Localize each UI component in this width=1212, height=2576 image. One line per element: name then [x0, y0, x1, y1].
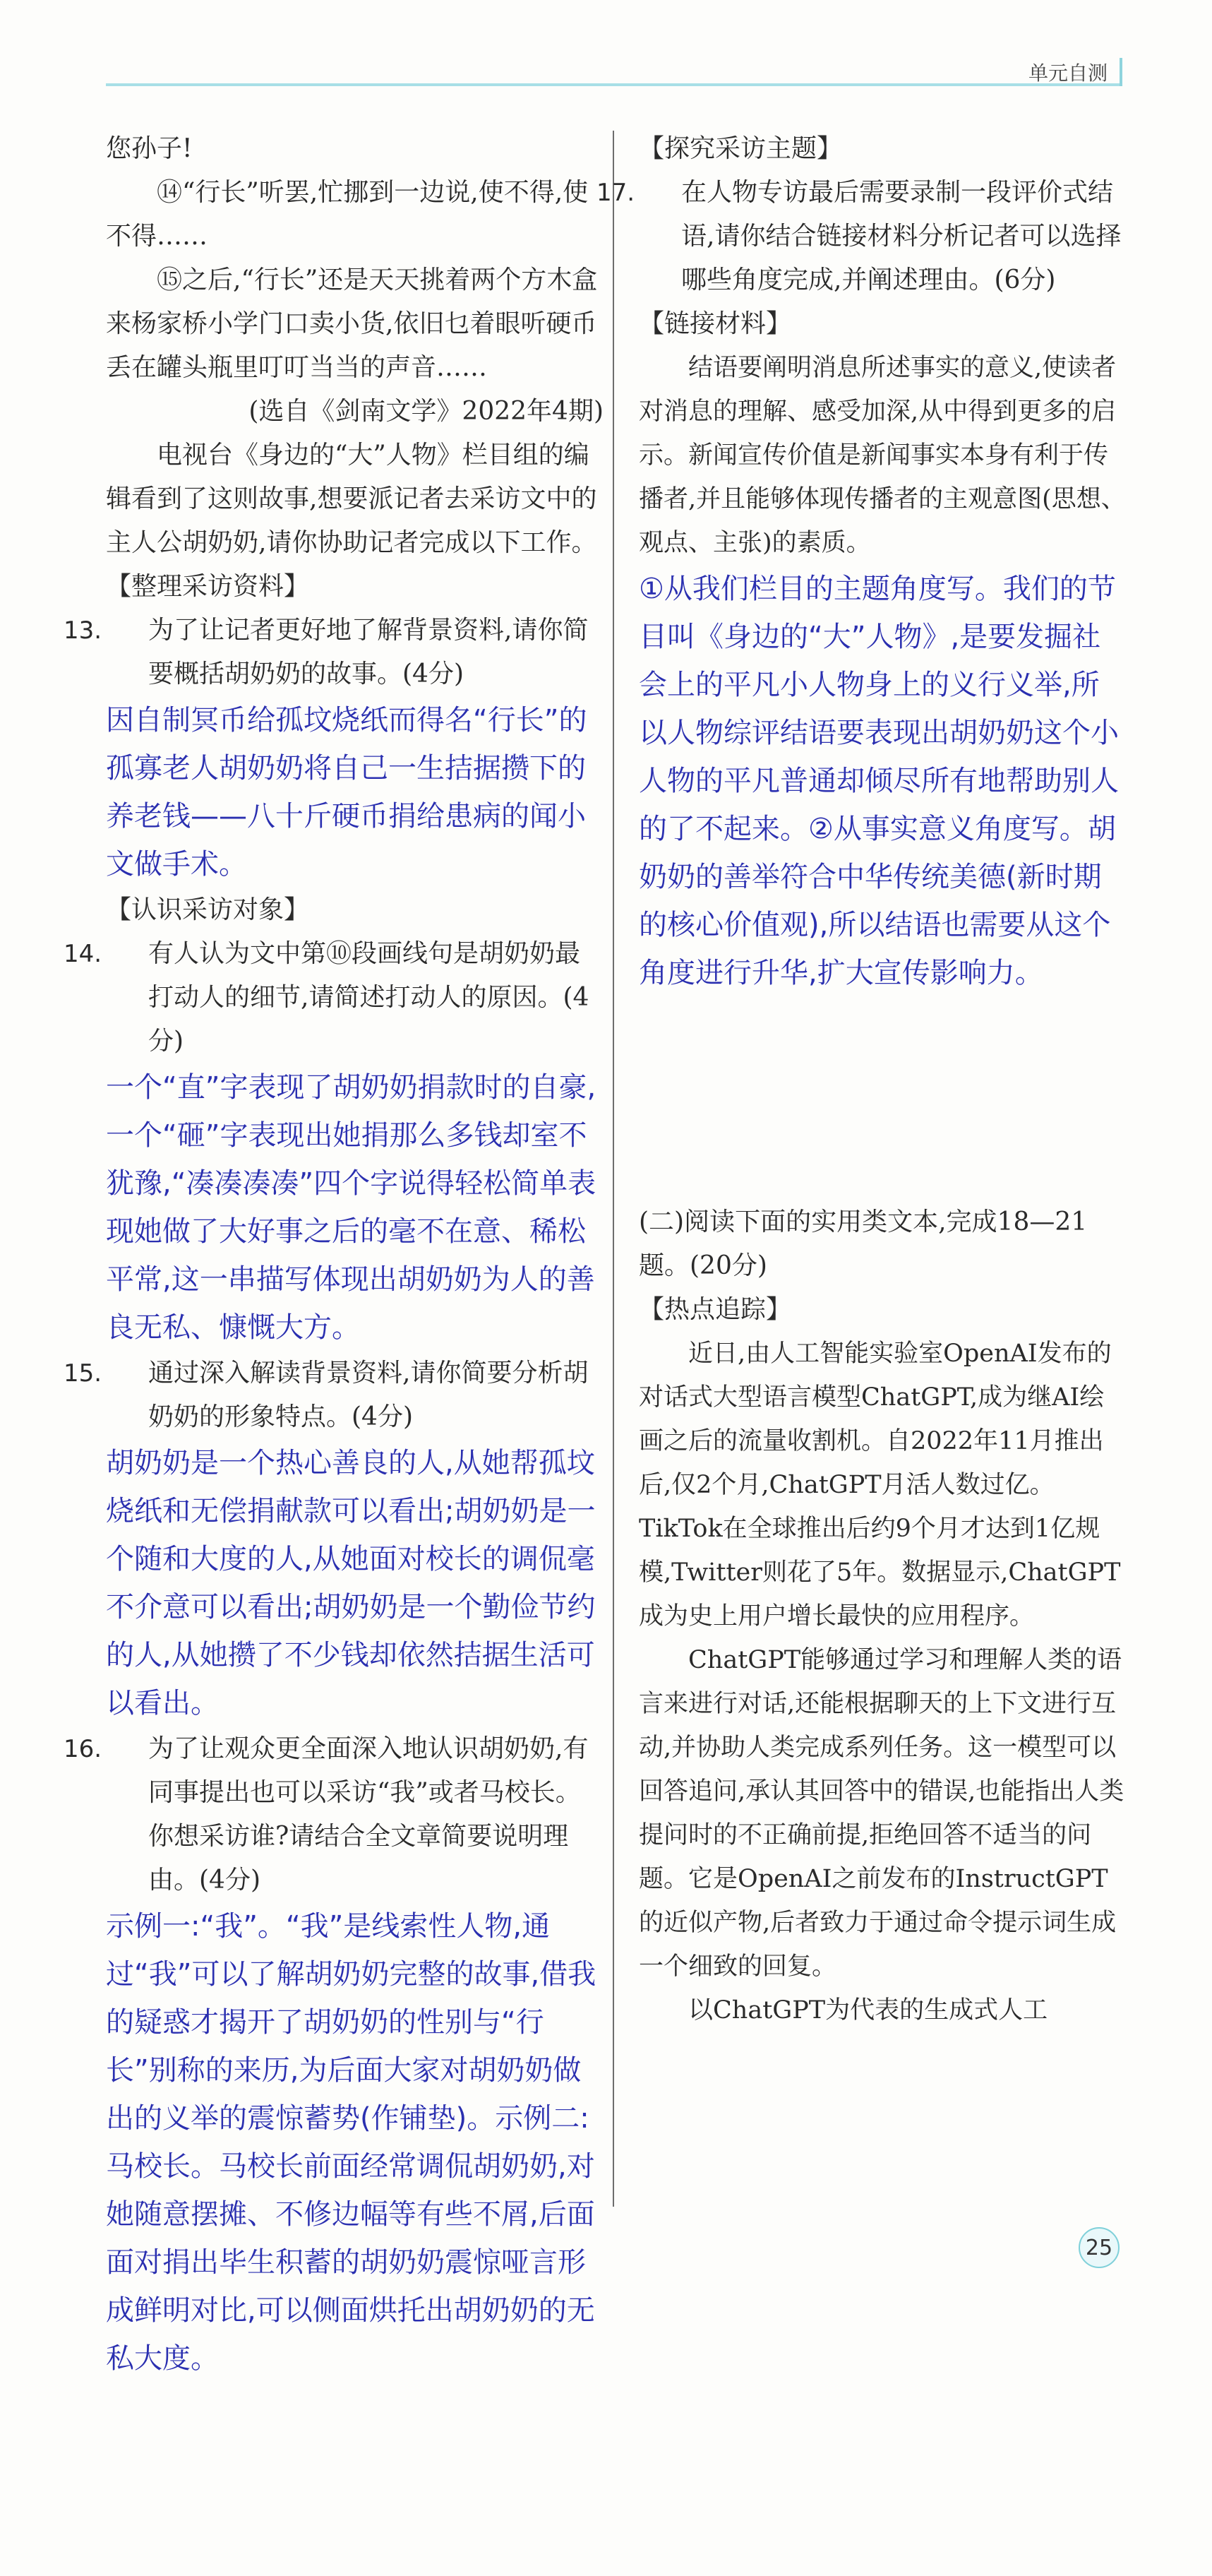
task-description: 电视台《身边的“大”人物》栏目组的编辑看到了这则故事,想要派记者去采访文中的主人公胡奶奶,请你协助记者完成以下工作。 — [106, 441, 597, 557]
page-number: 25 — [1079, 2227, 1120, 2268]
question-number: 13. — [64, 616, 102, 645]
right-column-part2 — [639, 1200, 1126, 2032]
column-divider — [613, 131, 614, 2207]
link-material-text: 结语要阐明消息所述事实的意义,使读者对消息的理解、感受加深,从中得到更多的启示。新闻宣传价值是新闻事实本身有利于传播者,并且能够体现传播者的主观意图(思想、观点、主张)的素质。 — [639, 354, 1126, 557]
section-know-subject: 【认识采访对象】 — [106, 895, 310, 924]
question-number: 15. — [64, 1359, 102, 1388]
intro-line-2: ⑭“行长”听罢,忙挪到一边说,使不得,使不得…… — [106, 178, 589, 251]
intro-line-3: ⑮之后,“行长”还是天天挑着两个方木盒来杨家桥小学门口卖小货,依旧乜着眼听硬币丢在罐头瓶里叮叮当当的声音…… — [106, 266, 598, 382]
answer-17: ①从我们栏目的主题角度写。我们的节目叫《身边的“大”人物》,是要发掘社会上的平凡小人物身上的义行义举,所以人物综评结语要表现出胡奶奶这个小人物的平凡普通却倾尽所有地帮助别人的了不起来。②从事实意义角度写。胡奶奶的善举符合中华传统美德(新时期的核心价值观),所以结语也需要从这个角度进行升华,扩大宣传影响力。 — [639, 573, 1119, 989]
section-header-label: 单元自测 — [1016, 58, 1122, 86]
answer-13: 因自制冥币给孤坟烧纸而得名“行长”的孤寡老人胡奶奶将自己一生拮据攒下的养老钱——八十斤硬币捐给患病的闻小文做手术。 — [106, 704, 587, 881]
answer-14: 一个“直”字表现了胡奶奶捐款时的自豪,一个“砸”字表现出她捐那么多钱却室不犹豫,“凑凑凑凑”四个字说得轻松简单表现她做了大好事之后的毫不在意、稀松平常,这一串描写体现出胡奶奶为人的善良无私、慷慨大方。 — [106, 1071, 596, 1344]
right-column — [596, 127, 1126, 997]
question-text: 有人认为文中第⑩段画线句是胡奶奶最打动人的细节,请简述打动人的原因。(4分) — [148, 939, 589, 1056]
article-paragraph-2: ChatGPT能够通过学习和理解人类的语言来进行对话,还能根据聊天的上下文进行互动,并协助人类完成系列任务。这一模型可以回答追问,承认其回答中的错误,也能指出人类提问时的不正确前提,拒绝回答不适当的问题。它是OpenAI之前发布的InstructGPT的近似产物,后者致力于通过命令提示词生成一个细致的回复。 — [639, 1646, 1124, 1981]
left-column — [64, 127, 604, 2383]
hot-topic-label: 【热点追踪】 — [639, 1295, 792, 1324]
section-explore-theme: 【探究采访主题】 — [639, 134, 843, 163]
link-material-label: 【链接材料】 — [639, 309, 792, 338]
header-rule — [106, 83, 1122, 86]
article-paragraph-1: 近日,由人工智能实验室OpenAI发布的对话式大型语言模型ChatGPT,成为继AI绘画之后的流量收割机。自2022年11月推出后,仅2个月,ChatGPT月活人数过亿。TikTok在全球推出后约9个月才达到1亿规模,Twitter则花了5年。数据显示,ChatGPT成为史上用户增长最快的应用程序。 — [639, 1340, 1121, 1630]
question-text: 在人物专访最后需要录制一段评价式结语,请你结合链接材料分析记者可以选择哪些角度完成,并阐述理由。(6分) — [681, 178, 1122, 294]
question-text: 通过深入解读背景资料,请你简要分析胡奶奶的形象特点。(4分) — [148, 1359, 589, 1431]
question-text: 为了让记者更好地了解背景资料,请你简要概括胡奶奶的故事。(4分) — [148, 616, 589, 688]
answer-16: 示例一:“我”。“我”是线索性人物,通过“我”可以了解胡奶奶完整的故事,借我的疑惑才揭开了胡奶奶的性别与“行长”别称的来历,为后面大家对胡奶奶做出的义举的震惊蓄势(作铺垫)。示例二:马校长。马校长前面经常调侃胡奶奶,对她随意摆摊、不修边幅等有些不屑,后面面对捐出毕生积蓄的胡奶奶震惊哑言形成鲜明对比,可以侧面烘托出胡奶奶的无私大度。 — [106, 1910, 596, 2375]
intro-line-1: 您孙子! — [106, 134, 193, 163]
question-number: 14. — [64, 940, 102, 968]
question-number: 16. — [64, 1735, 102, 1763]
question-17 — [596, 171, 1126, 302]
article-paragraph-3: 以ChatGPT为代表的生成式人工 — [688, 1996, 1048, 2025]
question-13 — [64, 609, 604, 696]
question-15 — [64, 1352, 604, 1439]
question-text: 为了让观众更全面深入地认识胡奶奶,有同事提出也可以采访“我”或者马校长。你想采访谁?请结合全文章简要说明理由。(4分) — [148, 1734, 589, 1895]
question-14 — [64, 932, 604, 1063]
part2-heading: (二)阅读下面的实用类文本,完成18—21题。(20分) — [639, 1208, 1088, 1280]
question-16 — [64, 1727, 604, 1902]
source-citation: (选自《剑南文学》2022年4期) — [248, 397, 604, 426]
answer-15: 胡奶奶是一个热心善良的人,从她帮孤坟烧纸和无偿捐献款可以看出;胡奶奶是一个随和大度的人,从她面对校长的调侃毫不介意可以看出;胡奶奶是一个勤俭节约的人,从她攒了不少钱却依然拮据生活可以看出。 — [106, 1447, 596, 1719]
question-number: 17. — [596, 179, 635, 207]
section-organize-materials: 【整理采访资料】 — [106, 572, 310, 601]
